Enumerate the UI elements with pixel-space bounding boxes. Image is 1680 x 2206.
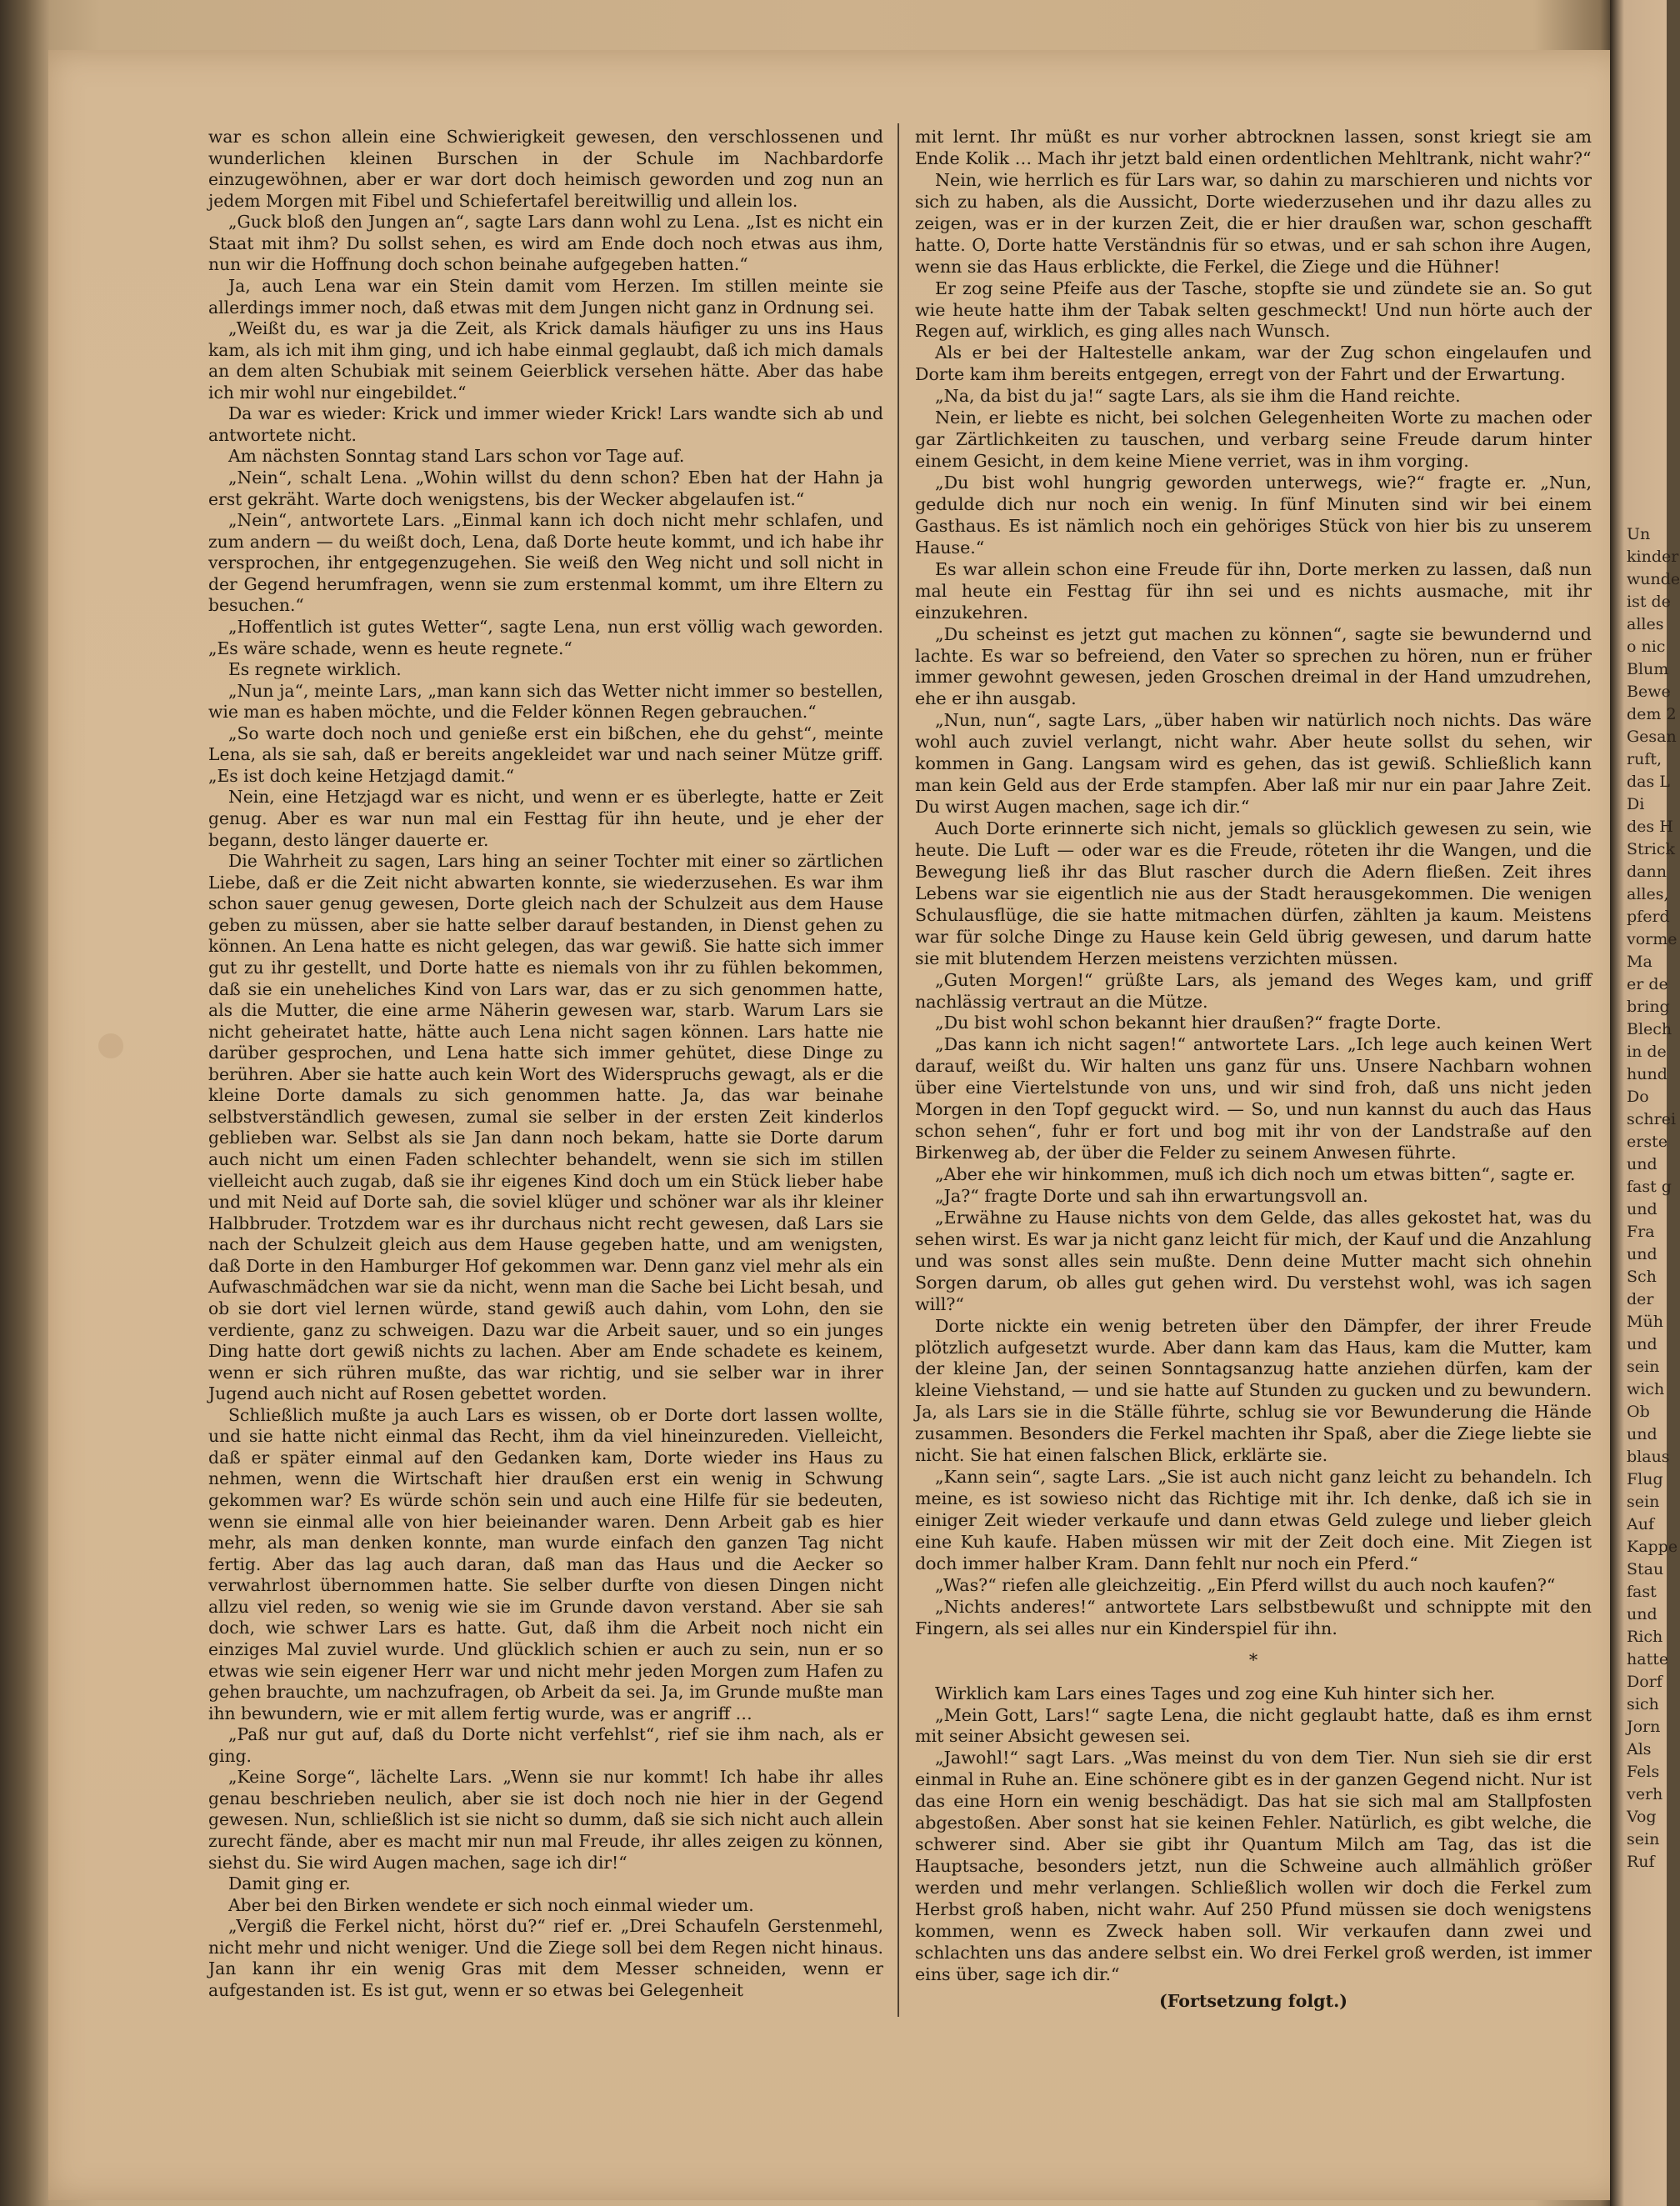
next-page-text-fragment: fast (1627, 1583, 1657, 1601)
paragraph: Damit ging er. (228, 1873, 351, 1894)
next-page-text-fragment: Als (1627, 1740, 1652, 1758)
next-page-text-fragment: hund (1627, 1065, 1668, 1083)
paragraph: „Nun ja“, meinte Lars, „man kann sich das Wetter nicht immer so bestellen, wie man es haben möchte, und die Felder können Regen gebrauchen.“ (208, 680, 883, 723)
next-page-text-fragment: sein (1627, 1493, 1660, 1511)
paragraph: „Nun, nun“, sagte Lars, „über haben wir natürlich noch nichts. Das wäre wohl auch zuviel verlangt, nicht wahr. Aber heute sollst du sehen, wir kommen in Gang. Langsam wird es gehen, das ist gewiß. Schließlich kann man kein Geld aus der Erde stampfen. Aber laß mir nur ein paar Jahre Zeit. Du wirst Augen machen, sage ich dir.“ (915, 710, 1592, 818)
next-page-text-fragment: Vog (1627, 1808, 1657, 1826)
paragraph: „Paß nur gut auf, daß du Dorte nicht verfehlst“, rief sie ihm nach, als er ging. (208, 1724, 883, 1766)
paragraph: „Nichts anderes!“ antwortete Lars selbstbewußt und schnippte mit den Fingern, als sei alles nur ein Kinderspiel für ihn. (915, 1596, 1592, 1638)
next-page-text-fragment: des H (1627, 818, 1673, 836)
paragraph: Schließlich mußte ja auch Lars es wissen, ob er Dorte dort lassen wollte, und sie hatte nicht einmal das Recht, ihm da viel hineinzureden. Vielleicht, daß er später einmal auf den Gedanken kam, Dorte wieder ins Haus zu nehmen, wenn die Wirtschaft hier draußen erst ein wenig in Schwung gekommen war? Es würde schön sein und auch eine Hilfe für sie bedeuten, wenn sie einmal alle von hier beieinander waren. Denn Arbeit gab es hier mehr, als man denken konnte, man wurde einfach den ganzen Tag nicht fertig. Aber das lag auch daran, daß man das Haus und die Aecker so verwahrlost übernommen hatte. Sie selber durfte von diesen Dingen nicht allzu viel reden, so wenig wie sie im Grunde davon verstand. Aber sie sah doch, wie schwer Lars es hatte. Gut, daß ihm die Arbeit noch nicht ein einziges Mal zuviel wurde. Und glücklich schien er auch zu sein, nun er so etwas wie sein eigener Herr war und nicht mehr jeden Morgen zum Hafen zu gehen brauchte, um nachzufragen, ob Arbeit da sei. Ja, im Grunde mußte man ihn bewundern, wie er mit allem fertig wurde, was er angriff … (208, 1404, 883, 1723)
paragraph: Wirklich kam Lars eines Tages und zog eine Kuh hinter sich her. (935, 1683, 1496, 1703)
next-page-text-fragment: Ma (1627, 953, 1652, 971)
next-page-text-fragment: alles (1627, 615, 1664, 633)
next-page-text-fragment: Blum (1627, 660, 1669, 678)
paragraph: Es regnete wirklich. (228, 659, 402, 680)
paragraph: Es war allein schon eine Freude für ihn, Dorte merken zu lassen, daß nun mal heute ein Festtag für ihn sei und es nichts ausmache, mit ihr einzukehren. (915, 558, 1592, 623)
next-page-text-fragment: fast g (1627, 1178, 1672, 1196)
paragraph: „Ja?“ fragte Dorte und sah ihn erwartungsvoll an. (935, 1185, 1368, 1206)
next-page-text-fragment: Gesan (1627, 728, 1677, 746)
next-page-text-fragment: Un (1627, 525, 1651, 543)
paragraph: „Du scheinst es jetzt gut machen zu können“, sagte sie bewundernd und lachte. Es war so befreiend, den Vater so sprechen zu hören, nun er früher immer gewohnt gewesen, jeden Groschen dreimal in der Hand umzudrehen, ehe er ihn ausgab. (915, 623, 1592, 709)
paragraph: „Nein“, antwortete Lars. „Einmal kann ich doch nicht mehr schlafen, und zum andern — du weißt doch, Lena, daß Dorte heute kommt, und ich habe ihr versprochen, ihr entgegenzugehen. Sie weiß den Weg nicht und soll nicht in der Gegend herumfragen, wenn sie zum erstenmal kommt, um ihre Eltern zu besuchen.“ (208, 510, 883, 616)
next-page-text-fragment: das L (1627, 773, 1670, 791)
paragraph: Am nächsten Sonntag stand Lars schon vor Tage auf. (228, 446, 685, 467)
paragraph: Nein, wie herrlich es für Lars war, so dahin zu marschieren und nichts vor sich zu haben, als die Aussicht, Dorte wiederzusehen und ihr dazu alles zu zeigen, was er in der kurzen Zeit, die er hier draußen war, schon geschafft hatte. O, Dorte hatte Verständnis für so etwas, und er sah schon ihre Augen, wenn sie das Haus erblickte, die Ferkel, die Ziege und die Hühner! (915, 169, 1592, 277)
next-page-text-fragment: verh (1627, 1785, 1663, 1803)
paragraph: Als er bei der Haltestelle ankam, war der Zug schon eingelaufen und Dorte kam ihm bereits entgegen, erregt von der Fahrt und der Erwartung. (915, 343, 1592, 385)
paragraph: Dorte nickte ein wenig betreten über den Dämpfer, der ihrer Freude plötzlich aufgesetzt wurde. Aber dann kam das Haus, kam die Mutter, kam der kleine Jan, der seinen Sonntagsanzug hatte anziehen dürfen, kam der kleine Viehstand, — und sie hatte auf Stunden zu gucken und zu bewundern. Ja, als Lars sie in die Ställe führte, schlug sie vor Bewunderung die Hände zusammen. Besonders die Ferkel machten ihr Spaß, aber die Ziege liebte sie nicht. Sie hat einen falschen Blick, erklärte sie. (915, 1315, 1592, 1466)
paragraph: Aber bei den Birken wendete er sich noch einmal wieder um. (228, 1894, 754, 1915)
paragraph: „Guck bloß den Jungen an“, sagte Lars dann wohl zu Lena. „Ist es nicht ein Staat mit ihm? Du sollst sehen, es wird am Ende doch noch etwas aus ihm, nun wir die Hoffnung doch schon beinahe aufgegeben hatten.“ (208, 212, 883, 275)
next-page-text-fragment: wich (1627, 1380, 1665, 1398)
next-page-edge (1610, 0, 1680, 2206)
paragraph: Die Wahrheit zu sagen, Lars hing an seiner Tochter mit einer so zärtlichen Liebe, daß er die Zeit nicht abwarten konnte, sie wiederzusehen. Es war ihm schon sauer genug gewesen, Dorte gleich nach der Schulzeit aus dem Hause geben zu müssen, aber sie hatte selber darauf bestanden, in Dienst gehen zu können. An Lena hatte es nicht gelegen, das war gewiß. Sie hatte sich immer gut zu ihr gestellt, und Dorte hatte es niemals von ihr zu fühlen bekommen, daß sie ein uneheliches Kind von Lars war, das er zu sich genommen hatte, als die Mutter, die eine arme Näherin gewesen war, starb. Warum Lars sie nicht geheiratet hatte, hätte auch Lena nicht sagen können. Lars hatte nie darüber gesprochen, und Lena hatte sich immer gehütet, diese Dinge zu berühren. Aber sie hatte auch kein Wort des Widerspruchs gewagt, als er die kleine Dorte damals zu sich genommen hatte. Ja, das war beinahe selbstverständlich gewesen, zumal sie selber in der ersten Zeit kinderlos geblieben war. Selbst als sie Jan dann noch bekam, hatte sie Dorte darum auch nicht um einen Faden schlechter behandelt, wenn sie sich im stillen vielleicht auch zugab, daß sie ihr eigenes Kind doch um ein Stück lieber habe und mit Neid auf Dorte sah, die soviel klüger und schöner war als ihr kleiner Halbbruder. Trotzdem war es ihr durchaus nicht recht gewesen, daß Lars sie nach der Schulzeit gleich aus dem Hause gegeben hatte, und am wenigsten, daß Dorte in den Hamburger Hof gekommen war. Denn ganz viel mehr als ein Aufwaschmädchen war sie da nicht, wenn man die Sache bei Licht besah, und ob sie dort viel lernen würde, stand gewiß auch dahin, vom Lohn, den sie verdiente, ganz zu schweigen. Dazu war die Arbeit sauer, und so ein junges Ding hatte dort gewiß nichts zu lachen. Aber am Ende schadete es keinem, wenn er sich rühren mußte, das war richtig, und sie selber war in ihrer Jugend auch nicht auf Rosen gebettet worden. (208, 851, 883, 1404)
next-page-text-fragment: und (1627, 1155, 1658, 1173)
next-page-text-fragment: Ruf (1627, 1853, 1655, 1871)
paragraph: „Erwähne zu Hause nichts von dem Gelde, das alles gekostet hat, was du sehen wirst. Es war ja nicht ganz leicht für mich, der Kauf und die Anzahlung und was sonst alles sein mußte. Denn deine Mutter macht sich ohnehin Sorgen darum, ob alles gut gehen wird. Du verstehst wohl, was ich sagen will?“ (915, 1207, 1592, 1314)
next-page-text-fragment: Müh (1627, 1313, 1663, 1331)
next-page-text-fragment: wunde (1627, 570, 1680, 588)
paragraph: war es schon allein eine Schwierigkeit gewesen, den verschlossenen und wunderlichen kleinen Burschen in der Schule im Nachbardorfe einzugewöhnen, aber er war dort doch heimisch geworden und zog nun an jedem Morgen mit Fibel und Schiefertafel bereitwillig und allein los. (208, 127, 883, 211)
next-page-text-fragment: und (1627, 1605, 1658, 1623)
column-divider (898, 123, 899, 2017)
next-page-text-fragment: schrei (1627, 1110, 1677, 1128)
paragraph: Er zog seine Pfeife aus der Tasche, stopfte sie und zündete sie an. So gut wie heute hatte ihm der Tabak selten geschmeckt! Und nun hörte auch der Regen auf, wirklich, es ging alles nach Wunsch. (915, 278, 1592, 342)
paragraph: „Vergiß die Ferkel nicht, hörst du?“ rief er. „Drei Schaufeln Gerstenmehl, nicht mehr und nicht weniger. Und die Ziege soll bei dem Regen nicht hinaus. Jan kann ihr ein wenig Gras mit dem Messer schneiden, wenn er aufgestanden ist. Es ist gut, wenn er so etwas bei Gelegenheit (208, 1916, 883, 2000)
next-page-text-fragment: und (1627, 1335, 1658, 1353)
paragraph: „So warte doch noch und genieße erst ein bißchen, ehe du gehst“, meinte Lena, als sie sah, daß er bereits angekleidet war und nach seiner Mütze griff. „Es ist doch keine Hetzjagd damit.“ (208, 723, 883, 786)
next-page-text-fragment: sich (1627, 1695, 1659, 1713)
paragraph: „Weißt du, es war ja die Zeit, als Krick damals häufiger zu uns ins Haus kam, als ich mit ihm ging, und ich habe einmal geglaubt, daß ich mich damals an dem alten Schubiak mit seinem Geierblick versehen hätte. Aber das habe ich mir wohl nur eingebildet.“ (208, 318, 883, 403)
next-page-text-fragment: Jorn (1627, 1718, 1661, 1736)
paragraph: „Jawohl!“ sagt Lars. „Was meinst du von dem Tier. Nun sieh sie dir erst einmal in Ruhe an. Eine schönere gibt es in der ganzen Gegend nicht. Nur ist das eine Horn ein wenig beschädigt. Das hat sie sich mal am Stallpfosten abgestoßen. Aber sonst hat sie keinen Fehler. Natürlich, es gibt welche, die schwerer sind. Aber sie gibt ihr Quantum Milch am Tag, das ist die Hauptsache, besonders jetzt, nun die Schweine auch allmählich größer werden und mehr verlangen. Schließlich wollen wir doch die Ferkel zum Herbst groß haben, nicht wahr. Auf 250 Pfund müssen sie doch wenigstens kommen, wenn es Zweck haben soll. Wir verkaufen dann zwei und schlachten uns das andere selbst ein. Wo drei Ferkel groß werden, ist immer eins über, sage ich dir.“ (915, 1748, 1592, 1984)
next-page-text-fragment: Di (1627, 795, 1645, 813)
paragraph: „Nein“, schalt Lena. „Wohin willst du denn schon? Eben hat der Hahn ja erst gekräht. Warte doch wenigstens, bis der Wecker abgelaufen ist.“ (208, 468, 883, 509)
paragraph: „Mein Gott, Lars!“ sagte Lena, die nicht geglaubt hatte, daß es ihm ernst mit seiner Absicht gewesen sei. (915, 1704, 1592, 1747)
paragraph: Da war es wieder: Krick und immer wieder Krick! Lars wandte sich ab und antwortete nicht. (208, 403, 883, 445)
next-page-text-fragment: Sch (1627, 1268, 1657, 1286)
paragraph: Auch Dorte erinnerte sich nicht, jemals so glücklich gewesen zu sein, wie heute. Die Luft — oder war es die Freude, röteten ihr die Wangen, und die Bewegung ließ ihr das Blut rascher durch die Adern fließen. Zeit ihres Lebens war sie eigentlich nie aus der Stadt herausgekommen. Die wenigen Schulausflüge, die sie hatte mitmachen dürfen, zählten ja kaum. Meistens war für solche Dinge zu Hause kein Geld übrig gewesen, und darum hatte sie mit blutendem Herzen meistens verzichten müssen. (915, 818, 1592, 968)
paragraph: Ja, auch Lena war ein Stein damit vom Herzen. Im stillen meinte sie allerdings immer noch, daß etwas mit dem Jungen nicht ganz in Ordnung sei. (208, 275, 883, 318)
next-page-text-fragment: Auf (1627, 1515, 1654, 1533)
next-page-text-fragment: Rich (1627, 1628, 1663, 1646)
next-page-text-fragment: ist de (1627, 593, 1671, 611)
next-page-text-fragment: blaus (1627, 1448, 1670, 1466)
paragraph: (Fortsetzung folgt.) (1159, 1990, 1348, 2011)
next-page-text-fragment: Dorf (1627, 1673, 1662, 1691)
next-page-text-fragment: alles, (1627, 885, 1669, 903)
next-page-text-fragment: Fra (1627, 1223, 1655, 1241)
next-page-text-fragment: in de (1627, 1043, 1667, 1061)
next-page-text-fragment: Blech (1627, 1020, 1672, 1038)
next-page-text-fragment: ruft, (1627, 750, 1662, 768)
next-page-text-fragment: pferd (1627, 908, 1670, 926)
next-page-text-fragment: er de (1627, 975, 1668, 993)
next-page-text-fragment: und (1627, 1425, 1658, 1443)
left-text-column (208, 127, 883, 2002)
next-page-text-fragment: Strick (1627, 840, 1675, 858)
paragraph: „Das kann ich nicht sagen!“ antwortete Lars. „Ich lege auch keinen Wert darauf, weißt du. Wir halten uns ganz für uns. Unsere Nachbarn wohnen über eine Viertelstunde von uns, und wir sind froh, daß uns nicht jeden Morgen in den Topf geguckt wird. — So, und nun kannst du auch das Haus schon sehen“, fuhr er fort und bog mit ihr von der Landstraße auf den Birkenweg ab, der über die Felder zu seinem Anwesen führte. (915, 1034, 1592, 1163)
paragraph: „Na, da bist du ja!“ sagte Lars, als sie ihm die Hand reichte. (935, 386, 1461, 407)
paragraph: „Was?“ riefen alle gleichzeitig. „Ein Pferd willst du auch noch kaufen?“ (935, 1574, 1556, 1595)
paragraph: Nein, eine Hetzjagd war es nicht, und wenn er es überlegte, hatte er Zeit genug. Aber es war nun mal ein Festtag für ihn heute, und je eher der begann, desto länger dauerte er. (208, 787, 883, 850)
paragraph: „Guten Morgen!“ grüßte Lars, als jemand des Weges kam, und griff nachlässig vertraut an die Mütze. (915, 969, 1592, 1012)
next-page-text-fragment: o nic (1627, 638, 1666, 656)
next-page-text-fragment: Flug (1627, 1470, 1663, 1488)
paragraph: „Keine Sorge“, lächelte Lars. „Wenn sie nur kommt! Ich habe ihr alles genau beschrieben neulich, aber sie ist doch noch nie hier in der Gegend gewesen. Nun, schließlich ist sie nicht so dumm, daß sie sich nicht auch allein zurecht fände, aber es macht mir nun mal Freude, ihr alles zeigen zu können, siehst du. Sie wird Augen machen, sage ich dir!“ (208, 1767, 883, 1873)
paragraph: „Du bist wohl hungrig geworden unterwegs, wie?“ fragte er. „Nun, gedulde dich nur noch ein wenig. In fünf Minuten sind wir bei einem Gasthaus. Es ist nämlich noch ein gehöriges Stück von hier bis zu unserem Hause.“ (915, 473, 1592, 558)
paragraph: „Aber ehe wir hinkommen, muß ich dich noch um etwas bitten“, sagte er. (935, 1164, 1576, 1184)
next-page-text-fragment: Do (1627, 1088, 1649, 1106)
paragraph: „Hoffentlich ist gutes Wetter“, sagte Lena, nun erst völlig wach geworden. „Es wäre schade, wenn es heute regnete.“ (208, 616, 883, 658)
next-page-text-fragment: erste (1627, 1133, 1668, 1151)
next-page-text-fragment: hatte (1627, 1650, 1669, 1668)
next-page-text-fragment: Fels (1627, 1763, 1660, 1781)
next-page-text-fragment: kinder (1627, 548, 1679, 566)
next-page-text-fragment: bring (1627, 998, 1670, 1016)
paragraph: „Kann sein“, sagte Lars. „Sie ist auch nicht ganz leicht zu behandeln. Ich meine, es ist sowieso nicht das Richtige mit ihr. Ich denke, daß ich sie in einiger Zeit wieder verkaufe und dann etwas Geld zulege und lieber gleich eine Kuh kaufe. Haben müssen wir mit der Zeit doch eine. Mit Ziegen ist doch immer halber Kram. Dann fehlt nur noch ein Pferd.“ (915, 1467, 1592, 1573)
right-text-column (915, 127, 1592, 2013)
next-page-text-fragment: Ob (1627, 1403, 1650, 1421)
next-page-text-fragment: der (1627, 1290, 1654, 1308)
next-page-text-fragment: dem 2 (1627, 705, 1677, 723)
next-page-text-fragment: sein (1627, 1358, 1660, 1376)
next-page-text-fragment: vorme (1627, 930, 1678, 948)
paragraph: Nein, er liebte es nicht, bei solchen Gelegenheiten Worte zu machen oder gar Zärtlichkeiten zu tauschen, und verbarg seine Freude darum hinter einem Gesicht, in dem keine Miene verriet, was in ihm vorging. (915, 408, 1592, 472)
next-page-text-fragment: Stau (1627, 1560, 1664, 1578)
paragraph: * (1248, 1649, 1258, 1670)
next-page-text-fragment: und (1627, 1245, 1658, 1263)
next-page-text-fragment: dann (1627, 863, 1667, 881)
next-page-text-fragment: Bewe (1627, 683, 1671, 701)
paragraph: „Du bist wohl schon bekannt hier draußen?“ fragte Dorte. (935, 1013, 1442, 1033)
page-stain (98, 1033, 123, 1058)
next-page-text-fragment: sein (1627, 1830, 1660, 1848)
paragraph: mit lernt. Ihr müßt es nur vorher abtrocknen lassen, sonst kriegt sie am Ende Kolik … Mach ihr jetzt bald einen ordentlichen Mehltrank, nicht wahr?“ (915, 127, 1592, 168)
next-page-text-fragment: und (1627, 1200, 1658, 1218)
next-page-text-fragment: Kappe (1627, 1538, 1678, 1556)
